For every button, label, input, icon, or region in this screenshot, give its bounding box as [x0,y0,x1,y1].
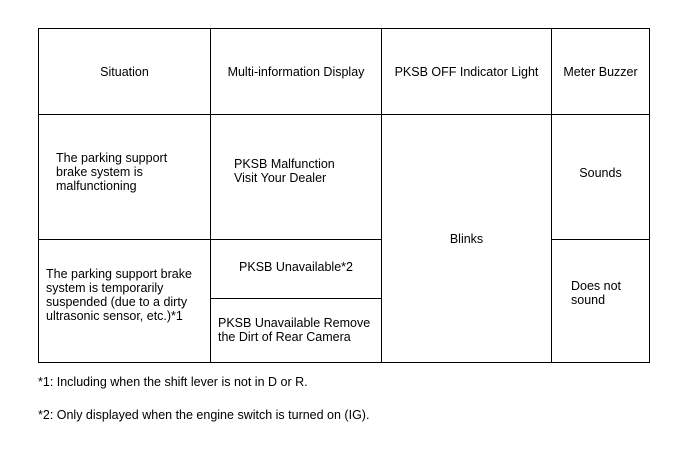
display-cell [211,298,382,362]
table-row [39,239,650,298]
header-pksb-off-indicator-light: PKSB OFF Indicator Light [382,29,552,115]
display-text: PKSB Unavailable*2 [239,259,353,274]
display-cell [211,115,382,239]
situation-cell [39,239,211,362]
buzzer-text: Does not sound [571,278,622,307]
table-header-row [39,29,650,115]
pksb-warning-table [38,28,650,363]
buzzer-text: Sounds [579,165,622,180]
header-meter-buzzer: Meter Buzzer [552,29,650,115]
indicator-cell [382,115,552,363]
situation-text: The parking support brake system is temporarily suspended (due to a dirty ultrasonic sensor, etc.)*1 [46,266,192,323]
header-multi-information-display: Multi-information Display [211,29,382,115]
pksb-warning-table-container [38,28,649,363]
display-text: PKSB Unavailable Remove the Dirt of Rear Camera [218,316,371,345]
situation-text: The parking support brake system is malfunctioning [56,150,168,193]
footnote-1: *1: Including when the shift lever is not in D or R. [38,375,308,389]
buzzer-cell [552,115,650,239]
situation-cell [39,115,211,239]
indicator-value: Blinks [449,231,484,246]
display-cell [211,239,382,298]
display-text: PKSB Malfunction Visit Your Dealer [234,156,335,185]
buzzer-cell [552,239,650,362]
footnote-2: *2: Only displayed when the engine switch is turned on (IG). [38,408,370,422]
header-situation: Situation [39,29,211,115]
table-row [39,115,650,239]
